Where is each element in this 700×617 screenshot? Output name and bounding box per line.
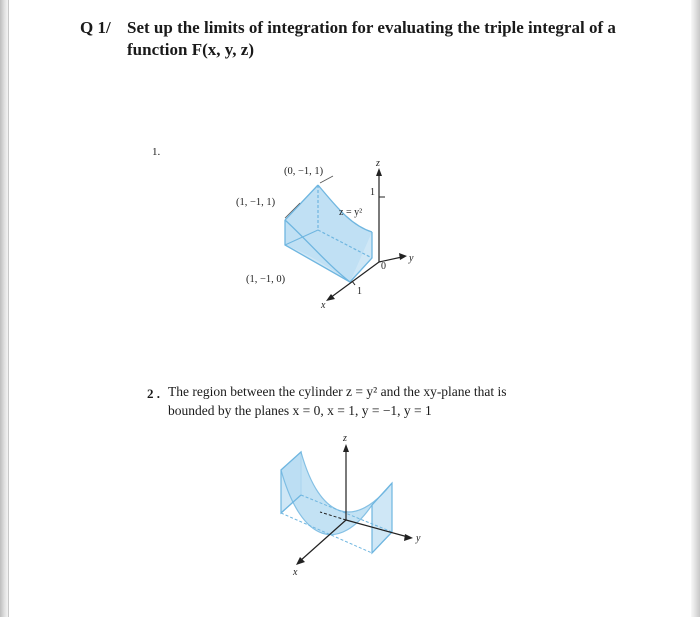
- item2-text-line2: bounded by the planes x = 0, x = 1, y = −1, y = 1: [168, 403, 432, 418]
- figure1-label-tick-one-x: 1: [357, 286, 362, 297]
- figure2-label-x: x: [293, 567, 298, 578]
- figure1-label-z: z: [376, 158, 380, 169]
- figure2-y-arrow: [404, 534, 413, 541]
- figure2-label-y: y: [416, 533, 421, 544]
- figure1-label-point-bottom: (1, −1, 0): [246, 274, 286, 285]
- figure1-label-x: x: [321, 300, 326, 311]
- question-number: Q 1/: [80, 18, 111, 37]
- figure2-label-z: z: [343, 433, 347, 444]
- figure1-label-point-top: (0, −1, 1): [284, 166, 324, 177]
- item2-number: 2 .: [147, 386, 160, 401]
- question-text-line1: Set up the limits of integration for evaluating the triple integral of a: [127, 18, 616, 37]
- question-text-line2: function F(x, y, z): [127, 40, 255, 59]
- item1-number: 1.: [152, 146, 161, 158]
- figure1-label-y: y: [409, 253, 414, 264]
- figure1-label-point-left: (1, −1, 1): [236, 197, 276, 208]
- figure1-label-tick-one-z: 1: [370, 187, 375, 198]
- figure2-z-arrow: [343, 444, 349, 452]
- item2-text-line1: The region between the cylinder z = y² and the xy-plane that is: [168, 384, 507, 399]
- figure1-label-tick-zero: 0: [381, 261, 386, 272]
- figure1-label-equation: z = y²: [339, 207, 363, 218]
